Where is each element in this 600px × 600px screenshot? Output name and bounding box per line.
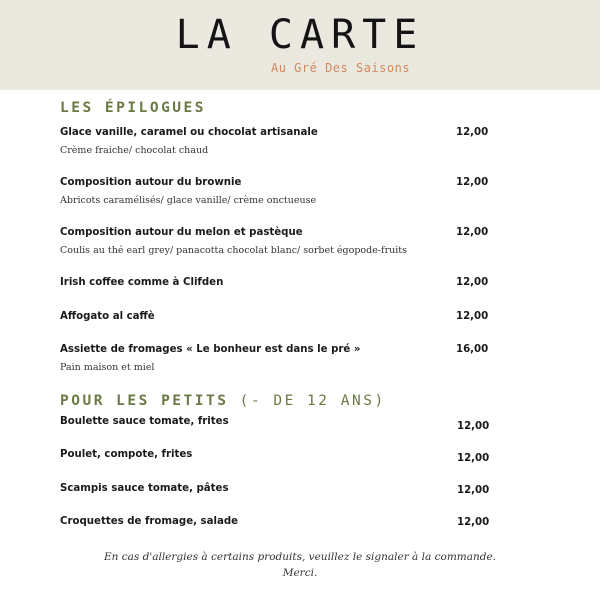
allergy-notice-thanks: Merci. <box>282 567 318 579</box>
item-price: 12,00 <box>456 311 489 322</box>
item-name: Boulette sauce tomate, frites <box>60 416 229 427</box>
item-description: Crème fraiche/ chocolat chaud <box>60 145 209 156</box>
item-name: Scampis sauce tomate, pâtes <box>60 483 229 494</box>
section-title-petits <box>60 393 386 409</box>
item-description: Abricots caramélisés/ glace vanille/ crème onctueuse <box>60 195 317 206</box>
item-price: 12,00 <box>456 227 489 238</box>
item-description: Coulis au thé earl grey/ panacotta chocolat blanc/ sorbet égopode-fruits <box>60 245 407 256</box>
section-title-petits-main: POUR LES PETITS <box>60 393 229 409</box>
item-name: Composition autour du melon et pastèque <box>60 227 303 238</box>
item-name: Composition autour du brownie <box>60 177 242 188</box>
section-title-petits-note: (- DE 12 ANS) <box>228 393 386 409</box>
allergy-notice <box>0 549 600 581</box>
item-name: Croquettes de fromage, salade <box>60 516 239 527</box>
item-price: 16,00 <box>456 344 489 355</box>
item-price: 12,00 <box>457 517 490 528</box>
item-name: Assiette de fromages « Le bonheur est dans le pré » <box>60 344 361 355</box>
item-price: 12,00 <box>457 421 490 432</box>
item-name: Poulet, compote, frites <box>60 449 193 460</box>
item-name: Glace vanille, caramel ou chocolat artisanale <box>60 127 318 138</box>
page-subtitle: Au Gré Des Saisons <box>271 61 411 75</box>
item-price: 12,00 <box>456 177 489 188</box>
item-price: 12,00 <box>456 277 489 288</box>
item-price: 12,00 <box>457 453 490 464</box>
item-description: Pain maison et miel <box>60 362 155 373</box>
section-title-epilogues: LES ÉPILOGUES <box>60 100 206 116</box>
header-band <box>0 0 600 90</box>
allergy-notice-line: En cas d'allergies à certains produits, veuillez le signaler à la commande. <box>103 551 497 563</box>
item-price: 12,00 <box>457 485 490 496</box>
item-price: 12,00 <box>456 127 489 138</box>
item-name: Irish coffee comme à Clifden <box>60 277 224 288</box>
item-name: Affogato al caffè <box>60 311 155 322</box>
page-title: LA CARTE <box>175 12 425 58</box>
